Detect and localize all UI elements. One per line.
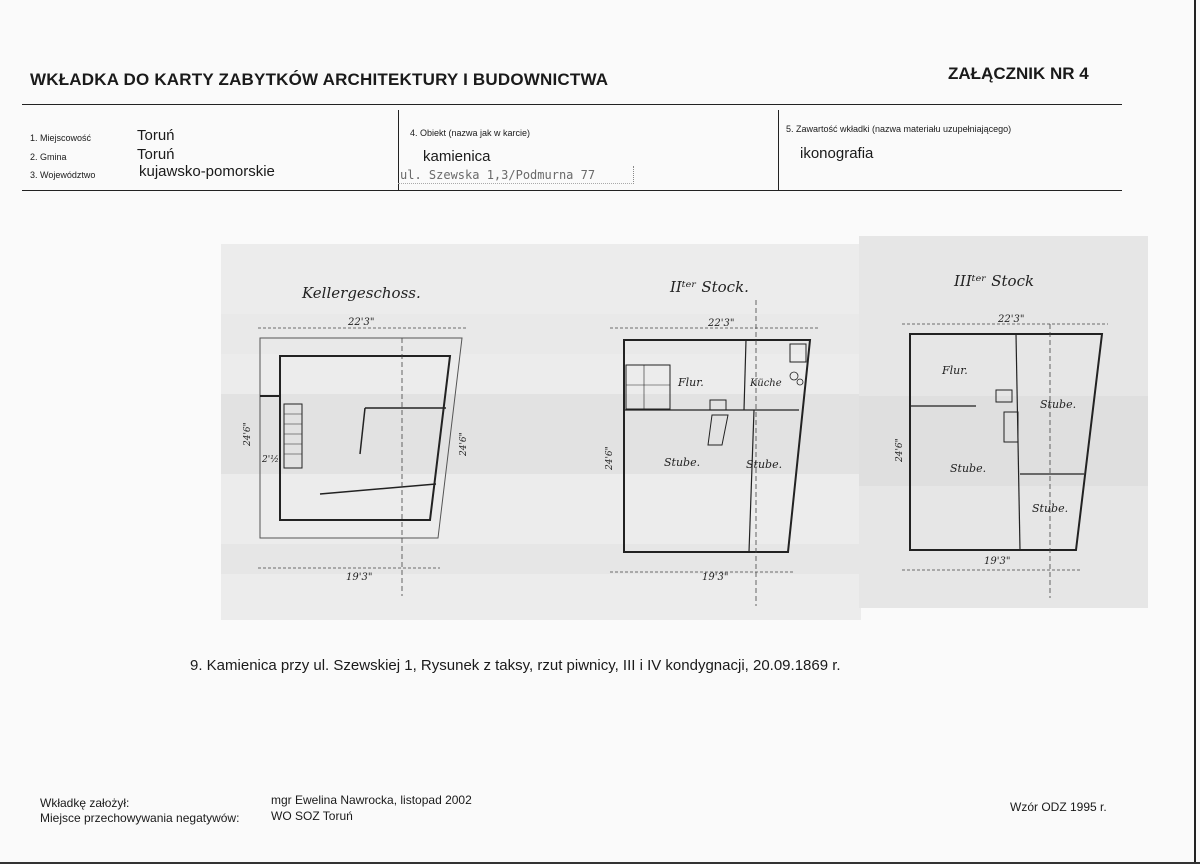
field-3-label: 3. Województwo bbox=[30, 170, 96, 180]
author-value: mgr Ewelina Nawrocka, listopad 2002 bbox=[271, 793, 472, 807]
partition-wall bbox=[744, 340, 746, 410]
table-divider-2 bbox=[778, 110, 779, 190]
scan-edge-right bbox=[1194, 0, 1196, 864]
side-dimension-right: 24'6" bbox=[459, 432, 469, 456]
side-dimension: 24'6" bbox=[605, 446, 615, 470]
room-label: Stube. bbox=[1032, 502, 1069, 515]
staircase bbox=[284, 404, 302, 468]
room-label: Flur. bbox=[678, 376, 704, 389]
field-5-label: 5. Zawartość wkładki (nazwa materiału uzupełniającego) bbox=[786, 124, 1012, 134]
chimney bbox=[710, 400, 726, 410]
partition-wall bbox=[749, 410, 754, 552]
plan-title: IIᵗᵉʳ Stock. bbox=[670, 278, 749, 296]
field-2-value: Toruń bbox=[137, 146, 175, 163]
room-label: Stube. bbox=[950, 462, 987, 475]
chimney bbox=[996, 390, 1012, 402]
partition-wall bbox=[360, 408, 365, 454]
room-label: Küche bbox=[750, 378, 782, 389]
kitchen-hearth bbox=[790, 344, 806, 362]
top-dimension: 22'3" bbox=[708, 318, 735, 329]
plan-cellar bbox=[243, 276, 480, 606]
field-2-label: 2. Gmina bbox=[30, 152, 67, 162]
inner-wall-outline bbox=[280, 356, 450, 520]
form-version: Wzór ODZ 1995 r. bbox=[1010, 800, 1107, 814]
room-label: Stube. bbox=[746, 458, 783, 471]
plan-third-floor bbox=[880, 262, 1120, 602]
storage-label: Miejsce przechowywania negatywów: bbox=[40, 811, 240, 825]
bottom-dimension: 19'3" bbox=[984, 556, 1011, 567]
room-label: Stube. bbox=[664, 456, 701, 469]
field-1-value: Toruń bbox=[137, 127, 175, 144]
hearth-ring bbox=[790, 372, 798, 380]
stove bbox=[1004, 412, 1018, 442]
outer-wall bbox=[624, 340, 810, 552]
plan-second-floor bbox=[604, 270, 834, 610]
bottom-dimension: 19'3" bbox=[702, 572, 729, 583]
hearth-ring bbox=[797, 379, 803, 385]
bottom-dimension: 19'3" bbox=[346, 572, 373, 583]
document-title: WKŁADKA DO KARTY ZABYTKÓW ARCHITEKTURY I BUDOWNICTWA bbox=[30, 70, 609, 89]
field-4-address: ul. Szewska 1,3/Podmurna 77 bbox=[398, 166, 634, 184]
field-4-value: kamienica bbox=[423, 148, 491, 165]
plan-title: IIIᵗᵉʳ Stock bbox=[954, 272, 1035, 290]
storage-value: WO SOZ Toruń bbox=[271, 809, 353, 823]
staircase bbox=[626, 365, 670, 409]
inner-dimension: 2'½ bbox=[262, 455, 279, 465]
partition-wall bbox=[320, 484, 436, 494]
field-5-value: ikonografia bbox=[800, 145, 874, 162]
table-top-rule bbox=[22, 104, 1122, 105]
room-label: Flur. bbox=[942, 364, 968, 377]
plan-title: Kellergeschoss. bbox=[302, 284, 421, 302]
field-4-label: 4. Obiekt (nazwa jak w karcie) bbox=[410, 128, 531, 138]
field-1-label: 1. Miejscowość bbox=[30, 133, 92, 143]
author-label: Wkładkę założył: bbox=[40, 796, 130, 810]
side-dimension: 24'6" bbox=[895, 438, 905, 462]
room-label: Stube. bbox=[1040, 398, 1077, 411]
table-bottom-rule bbox=[22, 190, 1122, 191]
stove bbox=[708, 415, 728, 445]
top-dimension: 22'3" bbox=[998, 314, 1025, 325]
field-3-value: kujawsko-pomorskie bbox=[139, 163, 275, 180]
top-dimension: 22'3" bbox=[348, 317, 375, 328]
figure-caption: 9. Kamienica przy ul. Szewskiej 1, Rysunek z taksy, rzut piwnicy, III i IV kondygnacji, 20.09.1869 r. bbox=[190, 657, 841, 674]
annex-number: ZAŁĄCZNIK NR 4 bbox=[948, 64, 1089, 83]
side-dimension: 24'6" bbox=[243, 422, 253, 446]
